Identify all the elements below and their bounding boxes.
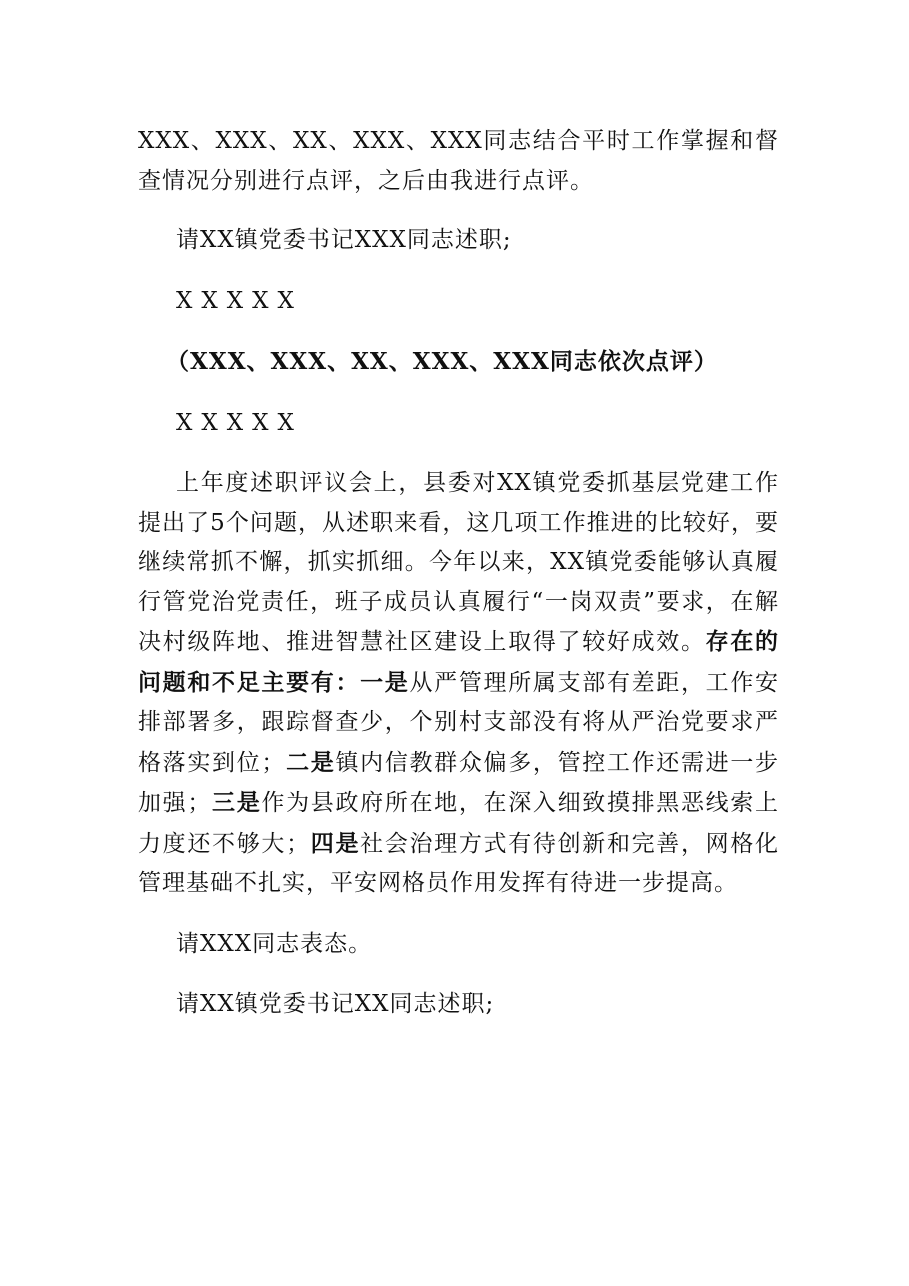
evaluation-lead: 存在的问题和不足主要有： (138, 628, 780, 696)
paragraph-review-order: XXX、XXX、XX、XXX、XXX同志结合平时工作掌握和督查情况分别进行点评，之后由我进行点评。 (138, 128, 779, 194)
paragraph-statement-request: 请XXX同志表态。 (176, 930, 373, 957)
bold-review-note: （XXX、XXX、XX、XXX、XXX同志依次点评） (166, 348, 718, 375)
issue-4-key: 四是 (310, 829, 361, 857)
evaluation-intro: 上年度述职评议会上，县委对XX镇党委抓基层党建工作提出了5个问题，从述职来看，这几项工作推进的比较好，要继续常抓不懈，抓实抓细。今年以来，XX镇党委能够认真履行管党治党责任，班子成员认真履行“一岗双责”要求，在解决村级阵地、推进智慧社区建设上取得了较好成效。 (138, 470, 779, 655)
issue-4-text: 社会治理方式有待创新和完善，网格化管理基础不扎实，平安网格员作用发挥有待进一步提高。 (138, 830, 780, 896)
issue-2-key: 二是 (285, 748, 336, 776)
issue-2-text: 镇内信教群众偏多，管控工作还需进一步加强； (138, 749, 780, 816)
issue-3-key: 三是 (211, 789, 262, 816)
paragraph-evaluation (138, 464, 779, 904)
paragraph-review-note (138, 342, 779, 383)
issue-3-text: 作为县政府所在地，在深入细致摸排黑恶线索上力度还不够大； (138, 790, 780, 857)
issue-1-text: 从严管理所属支部有差距，工作安排部署多，跟踪督查少，个别村支部没有将从严治党要求严格落实到位； (138, 669, 780, 776)
issue-1-key: 一是 (360, 668, 410, 696)
paragraph-report-request-2: 请XX镇党委书记XX同志述职; (176, 991, 495, 1017)
paragraph-report-request-1: 请XX镇党委书记XXX同志述职; (176, 227, 512, 253)
placeholder-line-2: XXXXX (176, 409, 303, 436)
placeholder-line-1: XXXXX (176, 287, 303, 314)
